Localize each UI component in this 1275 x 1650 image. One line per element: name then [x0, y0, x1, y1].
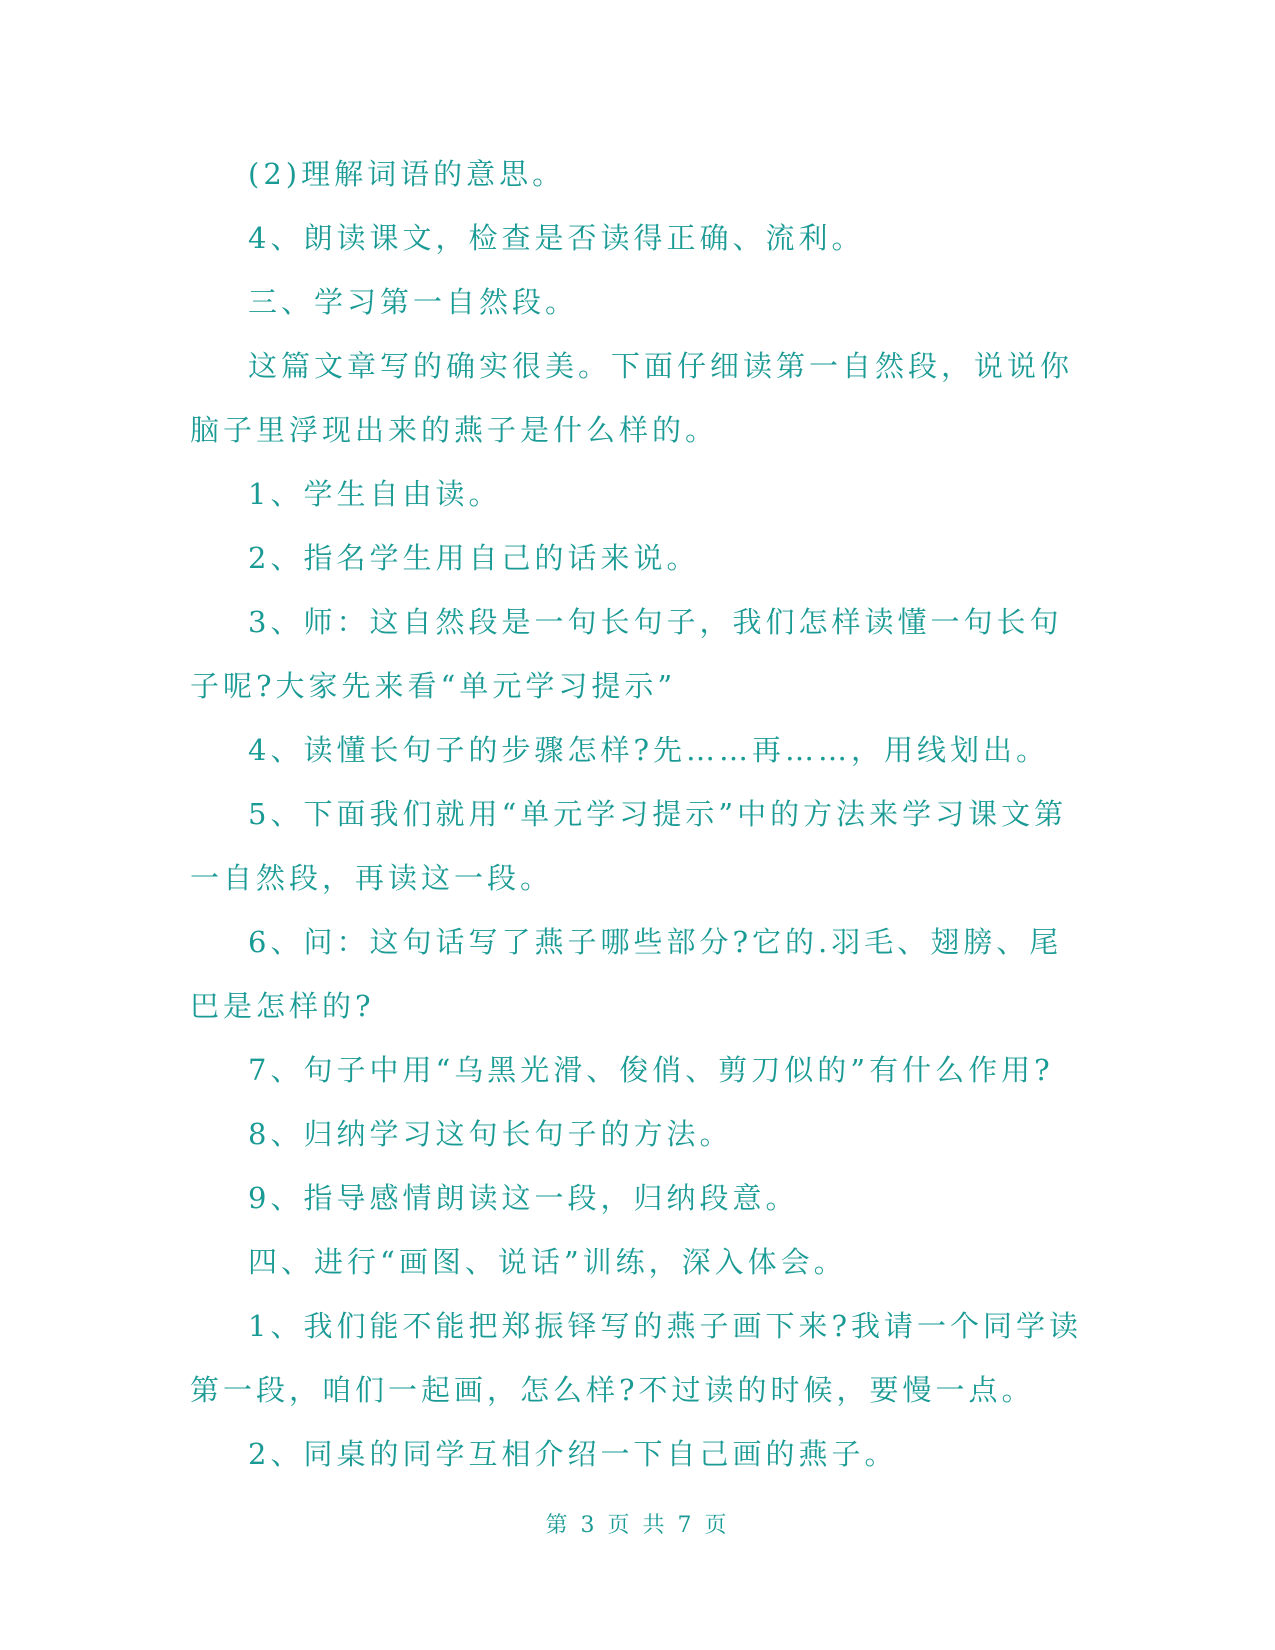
page-number-footer: 第 3 页 共 7 页: [545, 1513, 730, 1538]
paragraph: 4、读懂长句子的步骤怎样?先……再……，用线划出。: [248, 733, 1049, 767]
paragraph: 1、学生自由读。: [248, 477, 502, 511]
paragraph: 7、句子中用“乌黑光滑、俊俏、剪刀似的”有什么作用?: [248, 1053, 1054, 1087]
paragraph: 6、问：这句话写了燕子哪些部分?它的.羽毛、翅膀、尾巴是怎样的?: [190, 925, 1063, 1023]
paragraph: 9、指导感情朗读这一段，归纳段意。: [248, 1181, 799, 1215]
document-body: [190, 142, 1090, 1486]
section-heading: 三、学习第一自然段。: [248, 285, 579, 319]
section-heading: 四、进行“画图、说话”训练，深入体会。: [248, 1245, 847, 1279]
paragraph: 这篇文章写的确实很美。下面仔细读第一自然段，说说你脑子里浮现出来的燕子是什么样的。: [190, 349, 1074, 447]
paragraph: (2)理解词语的意思。: [248, 157, 566, 191]
paragraph: 2、同桌的同学互相介绍一下自己画的燕子。: [248, 1437, 898, 1471]
paragraph: 4、朗读课文，检查是否读得正确、流利。: [248, 221, 865, 255]
paragraph: 8、归纳学习这句长句子的方法。: [248, 1117, 733, 1151]
paragraph: 5、下面我们就用“单元学习提示”中的方法来学习课文第一自然段，再读这一段。: [190, 797, 1068, 895]
paragraph: 3、师：这自然段是一句长句子，我们怎样读懂一句长句子呢?大家先来看“单元学习提示”: [190, 605, 1063, 703]
paragraph: 1、我们能不能把郑振铎写的燕子画下来?我请一个同学读第一段，咱们一起画，怎么样?不过读的时候，要慢一点。: [190, 1309, 1082, 1407]
paragraph: 2、指名学生用自己的话来说。: [248, 541, 700, 575]
